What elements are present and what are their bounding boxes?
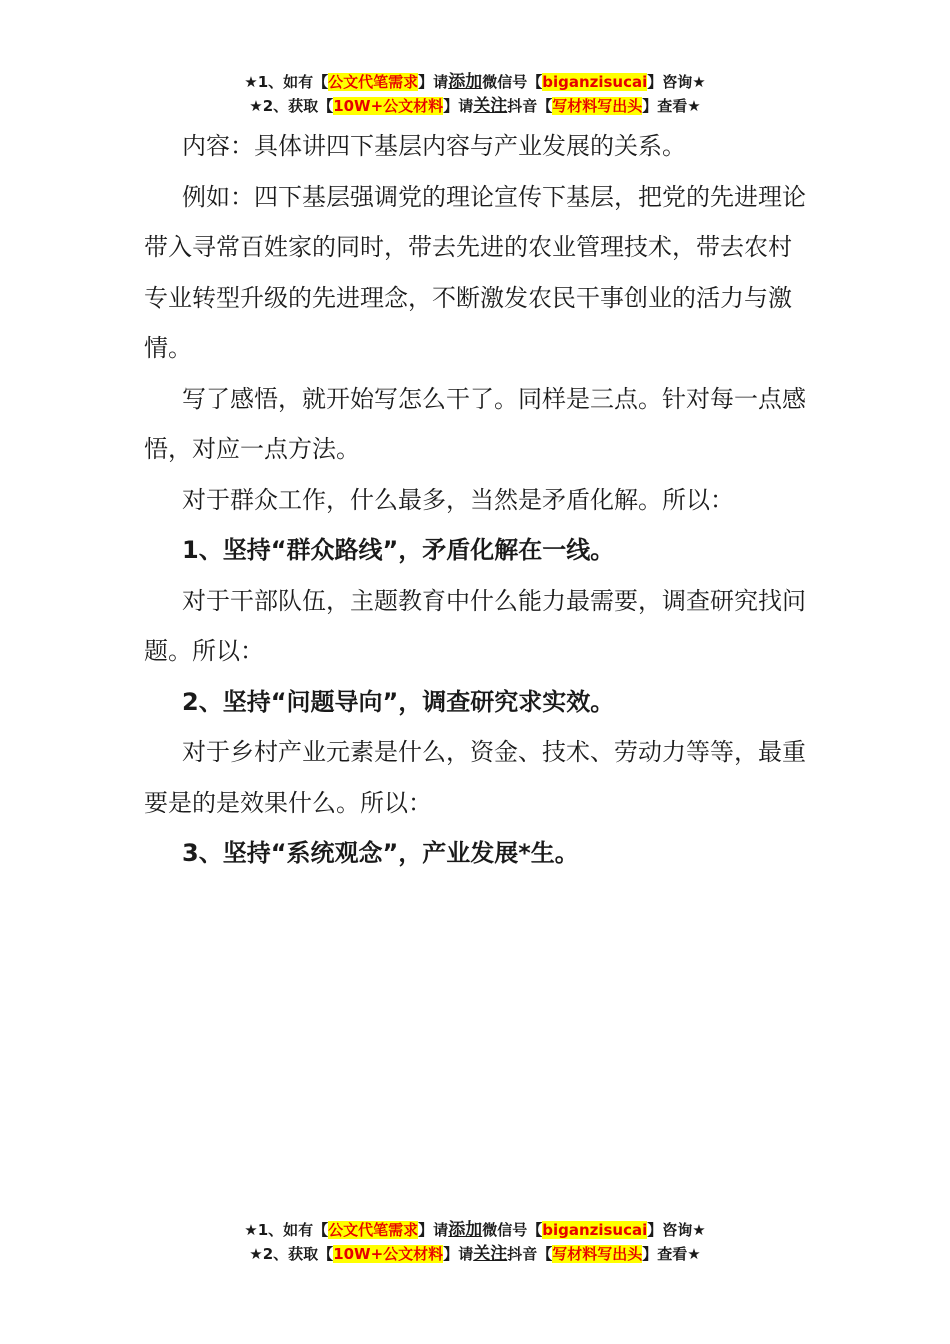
- banner-text: ★2、获取【: [249, 97, 334, 115]
- paragraph: 对于干部队伍，主题教育中什么能力最需要，调查研究找问题。所以：: [144, 586, 806, 665]
- banner-text: 】查看★: [642, 97, 701, 115]
- banner-line-1: [0, 70, 950, 94]
- highlight-service: 公文代笔需求: [328, 73, 419, 91]
- banner-text: 】请: [418, 1221, 449, 1239]
- highlight-wechat-id: biganzisucai: [542, 1221, 648, 1239]
- banner-text: 】查看★: [642, 1245, 701, 1263]
- highlight-wechat-id: biganzisucai: [542, 73, 648, 91]
- banner-text: 微信号【: [482, 1221, 543, 1239]
- heading-point-2: 2、坚持“问题导向”，调查研究求实效。: [182, 687, 615, 716]
- highlight-douyin-account: 写材料写出头: [552, 97, 643, 115]
- footer-banner: [0, 1218, 950, 1266]
- banner-text: 】咨询★: [647, 1221, 706, 1239]
- paragraph: 内容：具体讲四下基层内容与产业发展的关系。: [182, 132, 686, 160]
- banner-text: 】请: [443, 97, 474, 115]
- emphasis-follow: 关注: [473, 1244, 508, 1264]
- paragraph: 写了感悟，就开始写怎么干了。同样是三点。针对每一点感悟，对应一点方法。: [144, 384, 806, 463]
- banner-text: ★1、如有【: [244, 73, 329, 91]
- banner-text: 】请: [443, 1245, 474, 1263]
- banner-line-2: [0, 1242, 950, 1266]
- banner-line-1: [0, 1218, 950, 1242]
- emphasis-add: 添加: [448, 72, 483, 92]
- emphasis-add: 添加: [448, 1220, 483, 1240]
- emphasis-follow: 关注: [473, 96, 508, 116]
- banner-text: 抖音【: [507, 97, 553, 115]
- highlight-douyin-account: 写材料写出头: [552, 1245, 643, 1263]
- banner-text: 】请: [418, 73, 449, 91]
- highlight-materials: 10W+公文材料: [333, 1245, 444, 1263]
- paragraph: 例如：四下基层强调党的理论宣传下基层，把党的先进理论带入寻常百姓家的同时，带去先进的农业管理技术，带去农村专业转型升级的先进理念，不断激发农民干事创业的活力与激情。: [144, 182, 806, 362]
- banner-line-2: [0, 94, 950, 118]
- header-banner: [0, 70, 950, 118]
- banner-text: ★1、如有【: [244, 1221, 329, 1239]
- heading-point-1: 1、坚持“群众路线”，矛盾化解在一线。: [182, 536, 615, 564]
- document-body: [144, 121, 812, 879]
- paragraph: 对于群众工作，什么最多，当然是矛盾化解。所以：: [182, 485, 734, 514]
- highlight-materials: 10W+公文材料: [333, 97, 444, 115]
- highlight-service: 公文代笔需求: [328, 1221, 419, 1239]
- banner-text: 抖音【: [507, 1245, 553, 1263]
- banner-text: 微信号【: [482, 73, 543, 91]
- paragraph: 对于乡村产业元素是什么，资金、技术、劳动力等等，最重要是的是效果什么。所以：: [144, 738, 806, 817]
- banner-text: 】咨询★: [647, 73, 706, 91]
- banner-text: ★2、获取【: [249, 1245, 334, 1263]
- heading-point-3: 3、坚持“系统观念”，产业发展*生。: [182, 839, 579, 867]
